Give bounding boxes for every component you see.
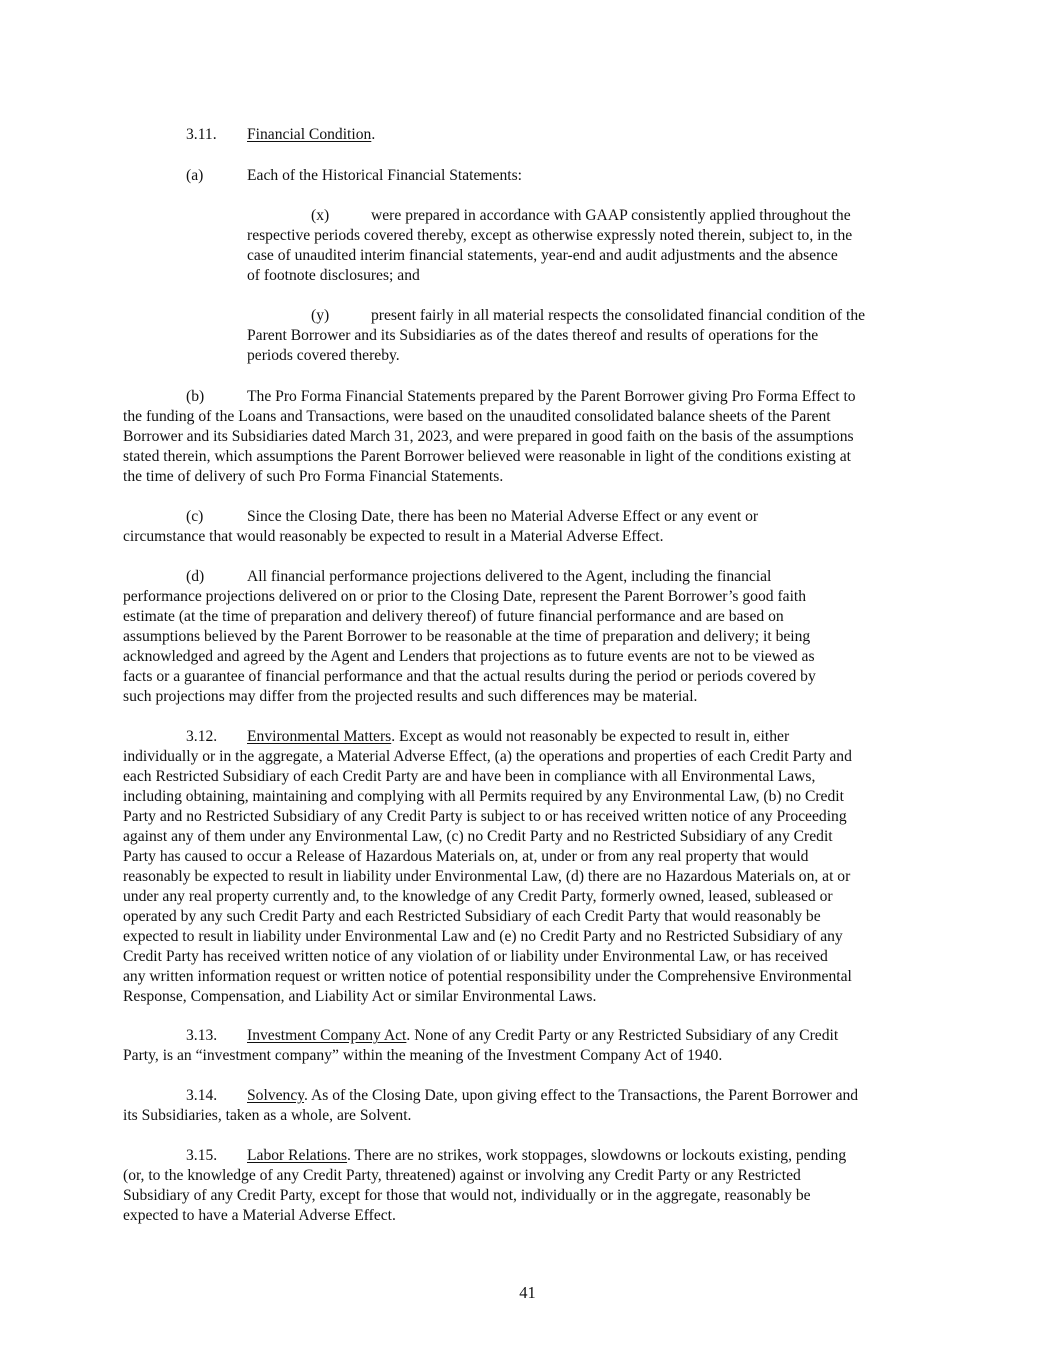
subclause-y-marker: (y) — [311, 307, 330, 324]
section-3-11-number: 3.11. — [186, 126, 217, 143]
section-3-13-first-line — [247, 1026, 838, 1046]
clause-d-line: All financial performance projections delivered to the Agent, including the financial — [247, 568, 772, 585]
section-3-15-title: Labor Relations — [247, 1147, 348, 1164]
section-3-11-heading-period: . — [371, 126, 376, 143]
subclause-x-marker: (x) — [311, 207, 330, 224]
clause-d-line: facts or a guarantee of financial performance and that the actual results during the period or periods covered by — [123, 668, 816, 685]
clause-a-marker: (a) — [186, 167, 204, 184]
subclause-x-line: of footnote disclosures; and — [247, 267, 420, 284]
clause-d-line: performance projections delivered on or prior to the Closing Date, represent the Parent Borrower’s good faith — [123, 588, 807, 605]
clause-b-line: the funding of the Loans and Transactions, were based on the unaudited consolidated balance sheets of the Parent — [123, 408, 831, 425]
section-3-14-text: . As of the Closing Date, upon giving effect to the Transactions, the Parent Borrower and — [304, 1087, 859, 1104]
section-3-12-line: any written information request or written notice of potential responsibility under the Comprehensive Environmental — [123, 968, 852, 985]
section-3-12-line: under any real property currently and, to the knowledge of any Credit Party, formerly owned, leased, subleased or — [123, 888, 833, 905]
subclause-x-line: were prepared in accordance with GAAP consistently applied throughout the — [371, 207, 851, 224]
section-3-13-number: 3.13. — [186, 1027, 218, 1044]
section-3-12-line: Party and no Restricted Subsidiary of any Credit Party is subject to or has received written notice of any Proceeding — [123, 808, 847, 825]
section-3-14-first-line — [247, 1086, 858, 1106]
clause-c-line: Since the Closing Date, there has been no Material Adverse Effect or any event or — [247, 508, 759, 525]
clause-b-line: stated therein, which assumptions the Parent Borrower believed were reasonable in light of the conditions existing at — [123, 448, 851, 465]
subclause-y-line: present fairly in all material respects the consolidated financial condition of the — [371, 307, 866, 324]
clause-d-marker: (d) — [186, 568, 205, 585]
section-3-15-first-line — [247, 1146, 846, 1166]
section-3-12-line: operated by any such Credit Party and each Restricted Subsidiary of each Credit Party that would reasonably be — [123, 908, 821, 925]
section-3-13-title: Investment Company Act — [247, 1027, 407, 1044]
clause-d-line: assumptions believed by the Parent Borrower to be reasonable at the time of preparation and delivery; it being — [123, 628, 811, 645]
section-3-12-title: Environmental Matters — [247, 728, 392, 745]
clause-b-line: The Pro Forma Financial Statements prepared by the Parent Borrower giving Pro Forma Effect to — [247, 388, 856, 405]
section-3-12-line: expected to result in liability under Environmental Law and (e) no Credit Party and no Restricted Subsidiary of any — [123, 928, 843, 945]
section-3-13-line: Party, is an “investment company” within the meaning of the Investment Company Act of 1940. — [123, 1047, 723, 1064]
clause-d-line: estimate (at the time of preparation and delivery thereof) of future financial performance and are based on — [123, 608, 784, 625]
clause-b-line: Borrower and its Subsidiaries dated March 31, 2023, and were prepared in good faith on the basis of the assumptions — [123, 428, 854, 445]
section-3-15-text: . There are no strikes, work stoppages, slowdowns or lockouts existing, pending — [347, 1147, 847, 1164]
section-3-12-first-line — [247, 727, 789, 747]
clause-b-line: the time of delivery of such Pro Forma Financial Statements. — [123, 468, 504, 485]
section-3-12-line: Credit Party has received written notice of any violation of or liability under Environmental Law, or has received — [123, 948, 828, 965]
section-3-12-number: 3.12. — [186, 728, 218, 745]
section-3-14-number: 3.14. — [186, 1087, 218, 1104]
section-3-13-text: . None of any Credit Party or any Restricted Subsidiary of any Credit — [406, 1027, 839, 1044]
section-3-12-line: reasonably be expected to result in liability under Environmental Law, (d) there are no Hazardous Materials on, at or — [123, 868, 851, 885]
section-3-11-heading — [247, 125, 375, 145]
clause-d-line: acknowledged and agreed by the Agent and Lenders that projections as to future events are not to be viewed as — [123, 648, 815, 665]
section-3-12-line: individually or in the aggregate, a Material Adverse Effect, (a) the operations and properties of each Credit Party and — [123, 748, 852, 765]
section-3-12-line: each Restricted Subsidiary of each Credit Party are and have been in compliance with all Environmental Laws, — [123, 768, 816, 785]
section-3-14-line: its Subsidiaries, taken as a whole, are Solvent. — [123, 1107, 412, 1124]
subclause-x-line: respective periods covered thereby, except as otherwise expressly noted therein, subject to, in the — [247, 227, 853, 244]
section-3-12-text: . Except as would not reasonably be expected to result in, either — [391, 728, 790, 745]
section-3-15-number: 3.15. — [186, 1147, 218, 1164]
clause-c-line: circumstance that would reasonably be expected to result in a Material Adverse Effect. — [123, 528, 664, 545]
page-number: 41 — [519, 1283, 536, 1302]
clause-b-marker: (b) — [186, 388, 205, 405]
section-3-15-line: (or, to the knowledge of any Credit Party, threatened) against or involving any Credit Party or any Restricted — [123, 1167, 801, 1184]
section-3-15-line: Subsidiary of any Credit Party, except for those that would not, individually or in the aggregate, reasonably be — [123, 1187, 811, 1204]
clause-c-marker: (c) — [186, 508, 204, 525]
section-3-12-line: against any of them under any Environmental Law, (c) no Credit Party and no Restricted Subsidiary of any Credit — [123, 828, 833, 845]
subclause-y-line: Parent Borrower and its Subsidiaries as of the dates thereof and results of operations for the — [247, 327, 819, 344]
clause-a-text: Each of the Historical Financial Statements: — [247, 167, 522, 184]
section-3-15-line: expected to have a Material Adverse Effect. — [123, 1207, 396, 1224]
subclause-x-line: case of unaudited interim financial statements, year-end and audit adjustments and the absence — [247, 247, 838, 264]
section-3-11-title: Financial Condition — [247, 126, 372, 143]
clause-d-line: such projections may differ from the projected results and such differences may be material. — [123, 688, 698, 705]
section-3-14-title: Solvency — [247, 1087, 305, 1104]
subclause-y-line: periods covered thereby. — [247, 347, 400, 364]
section-3-12-line: Response, Compensation, and Liability Act or similar Environmental Laws. — [123, 988, 597, 1005]
section-3-12-line: Party has caused to occur a Release of Hazardous Materials on, at, under or from any real property that would — [123, 848, 809, 865]
section-3-12-line: including obtaining, maintaining and complying with all Permits required by any Environmental Law, (b) no Credit — [123, 788, 844, 805]
